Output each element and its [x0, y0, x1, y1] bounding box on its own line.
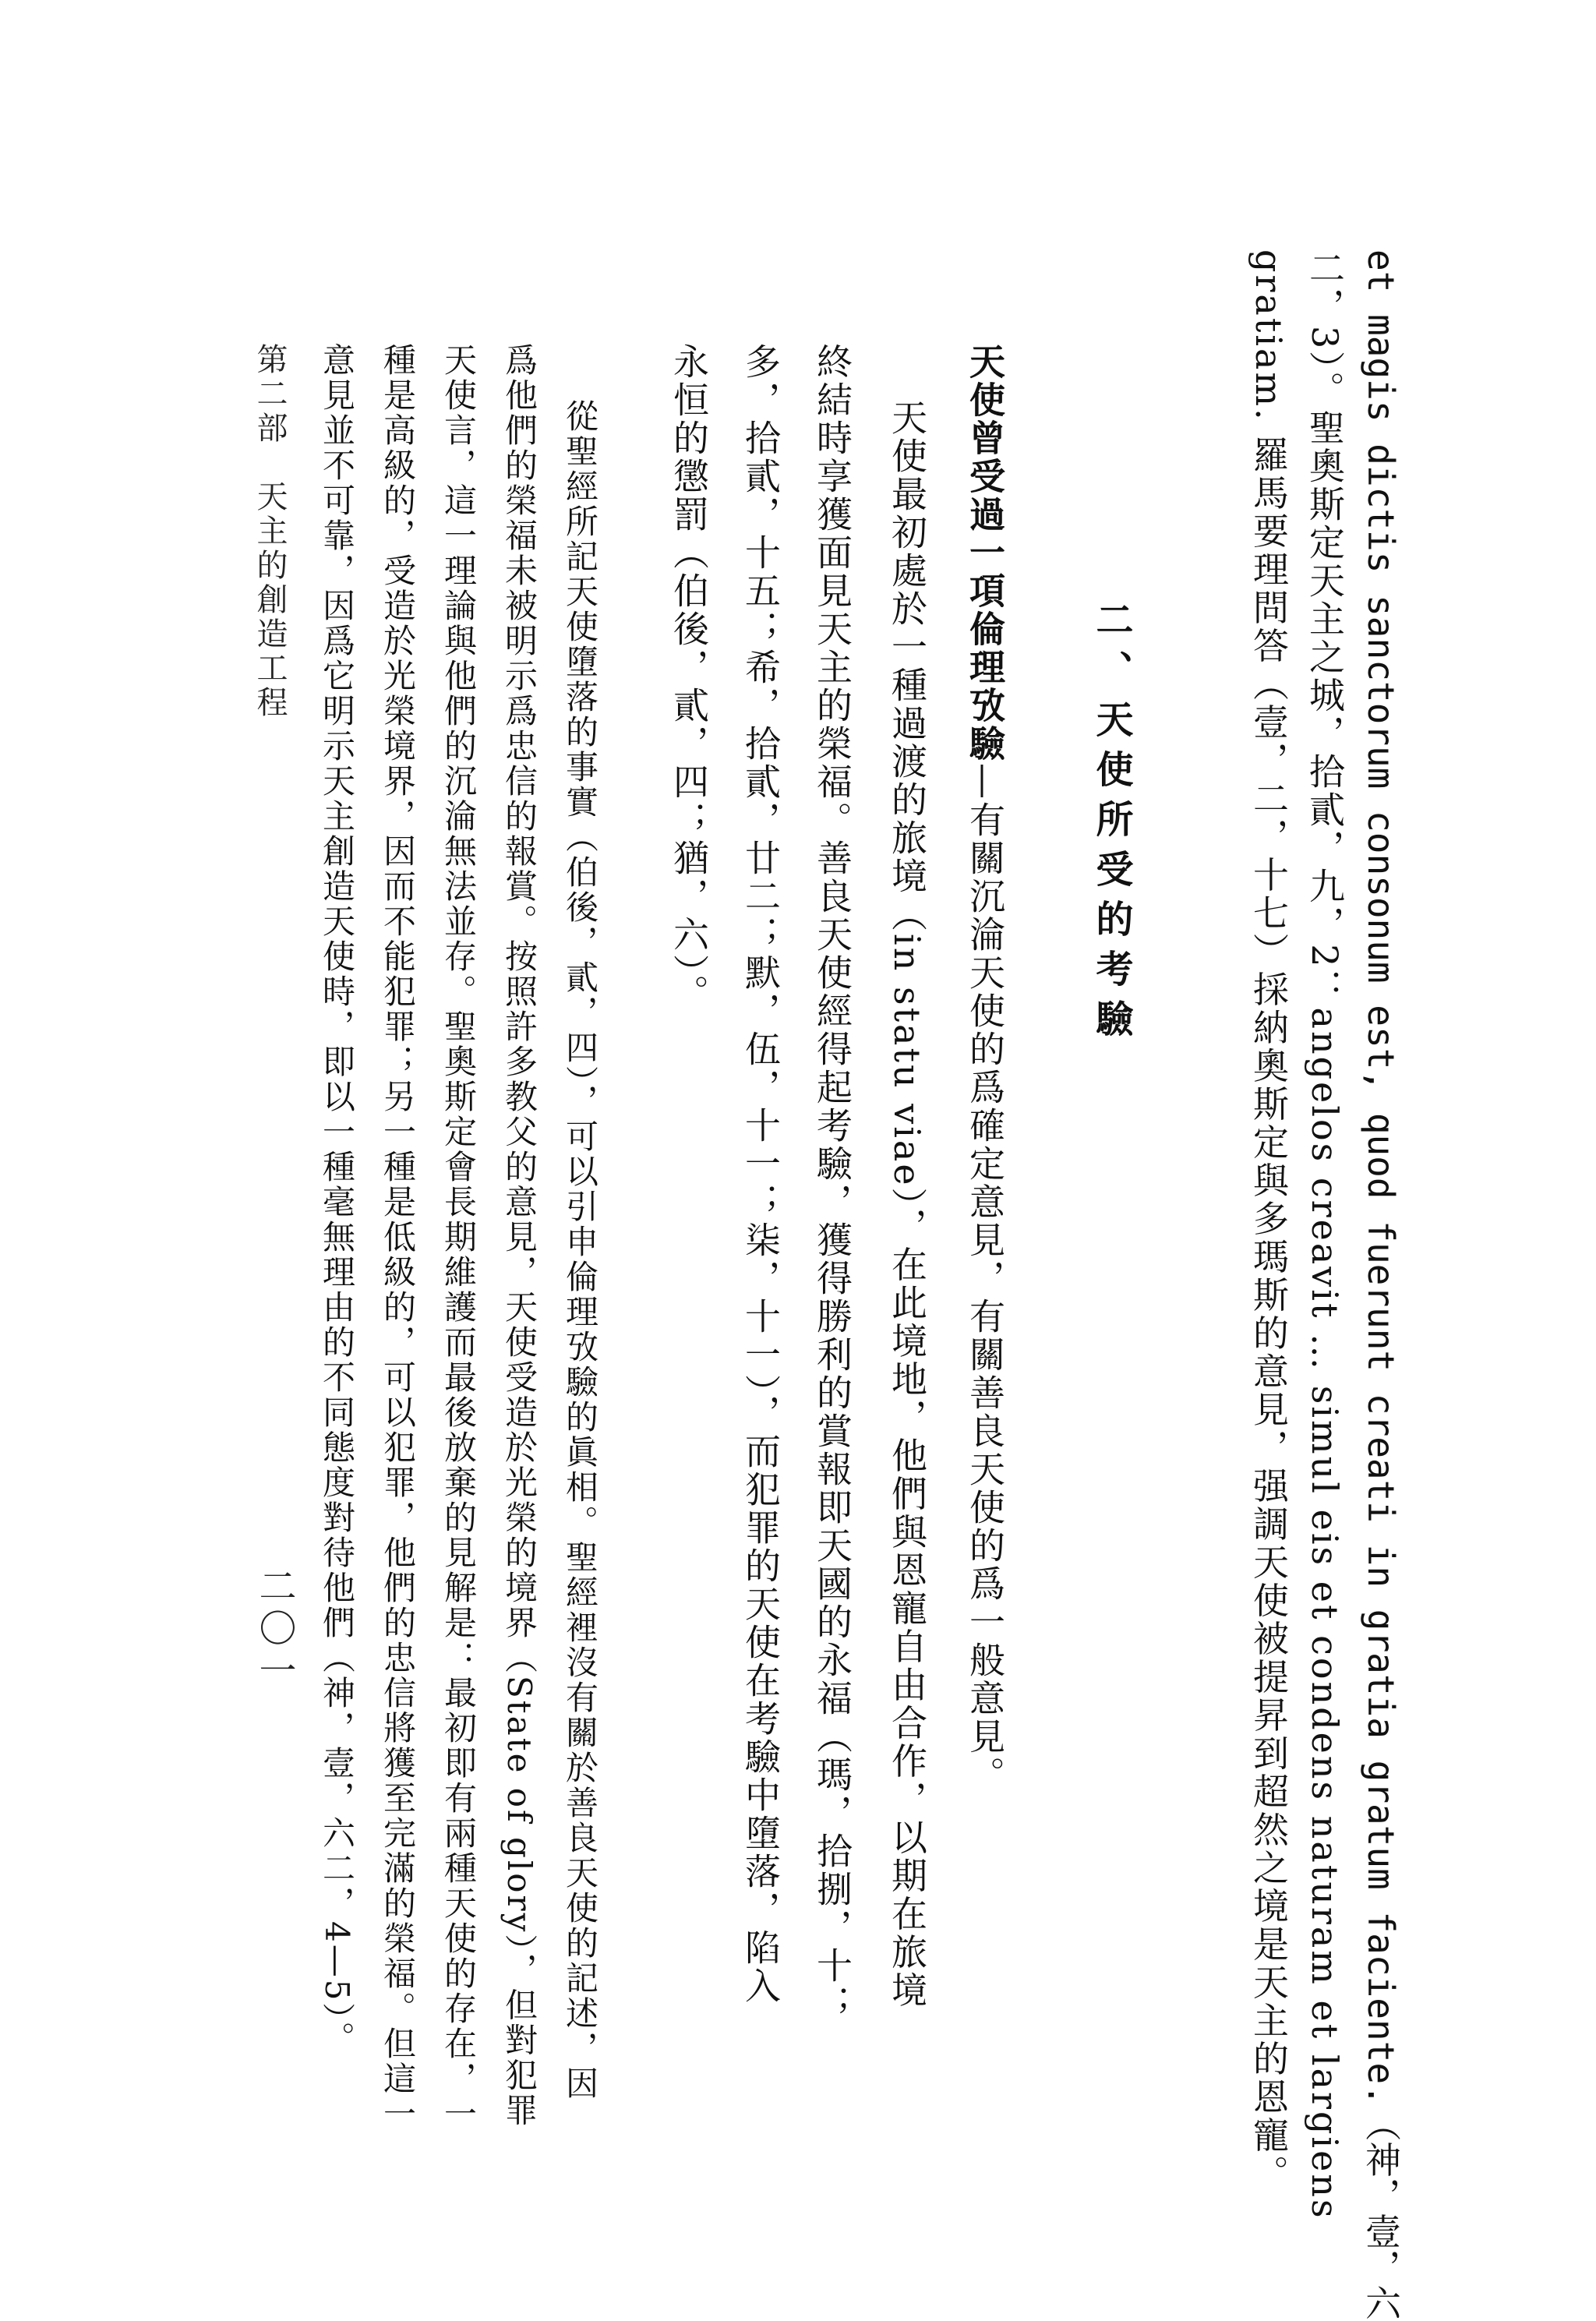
text-column-13: 種是高級的，受造於光榮境界，因而不能犯罪；另一種是低級的，可以犯罪，他們的忠信將獲至完滿的榮福。但這一 [379, 343, 417, 2132]
text-column-8: 多，拾貳，十五；希，拾貳，廿二；默，伍，十一；柒，十一），而犯罪的天使在考驗中墮落，陷入 [740, 343, 782, 2005]
text-column-1: et magis dictis sanctorum consonum est, quod fuerunt creati in gratia gratum faciente.（神，壹，六 [1360, 249, 1402, 2321]
text-column-14: 意見並不可靠，因爲它明示天主創造天使時，即以一種毫無理由的不同態度對待他們（神，壹，六二，4—5）。 [318, 343, 356, 2057]
page-number: 二〇一 [252, 1567, 296, 1693]
text-column-12: 天使言，這一理論與他們的沉淪無法並存。聖奧斯定會長期維護而最後放棄的見解是：最初即有兩種天使的存在，一 [440, 343, 478, 2132]
text-column-6: 天使最初處於一種過渡的旅境（in statu viae），在此境地，他們與恩寵自由合作，以期在旅境 [886, 399, 928, 2010]
text-column-5 [960, 343, 1010, 1794]
text-column-10: 從聖經所記天使墮落的事實（伯後，貳，四），可以引申倫理攷驗的眞相。聖經裡沒有關於善良天使的記述，因 [561, 399, 599, 2101]
running-footer: 第二部 天主的創造工程 [252, 343, 288, 720]
text-column-9: 永恒的懲罰（伯後，貳，四；猶，六）。 [668, 343, 710, 1012]
thesis-title: 天使曾受過一項倫理攷驗 [964, 343, 1006, 763]
text-column-11: 爲他們的榮福未被明示爲忠信的報賞。按照許多教父的意見，天使受造於光榮的境界（State of glory），但對犯罪 [500, 343, 538, 2128]
text-column-2: 二，3）。聖奧斯定天主之城，拾貳，九，2：angelos creavit … simul eis et condens naturam et largiens [1304, 249, 1346, 2220]
text-column-3: gratiam. 羅馬要理問答（壹，二，十七）採納奧斯定與多瑪斯的意見，强調天使被提昇到超然之境是天主的恩寵。 [1248, 249, 1290, 2193]
thesis-note: —有關沉淪天使的爲確定意見，有關善良天使的爲一般意見。 [964, 763, 1006, 1794]
section-heading: 二、天使所受的考驗 [1089, 600, 1133, 1049]
text-column-7: 終結時享獲面見天主的榮福。善良天使經得起考驗，獲得勝利的賞報即天國的永福（瑪，拾捌，十； [811, 343, 853, 2023]
